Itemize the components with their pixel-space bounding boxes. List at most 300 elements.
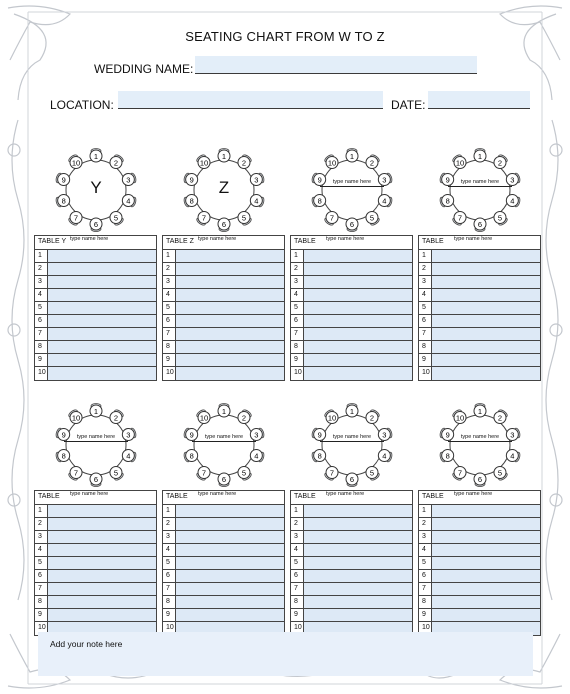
seat-number: 7 [201,468,207,478]
guest-name-field[interactable] [48,557,156,569]
table-row [163,609,284,622]
guest-name-field[interactable] [48,505,156,517]
seat-marker [474,473,486,487]
seat-number: 9 [317,175,322,185]
seat-number: 7 [329,468,335,478]
table-row [35,596,156,609]
guest-name-field[interactable] [48,250,156,262]
guest-name-field[interactable] [304,557,412,569]
seat-number: 8 [317,196,322,206]
row-number: 1 [35,250,48,262]
row-number: 8 [419,596,432,608]
guest-name-field[interactable] [176,354,284,366]
seat-number: 7 [457,468,463,478]
table-row [291,505,412,518]
guest-name-field[interactable] [176,341,284,353]
seat-marker [196,408,210,423]
wedding-name-field[interactable] [195,56,477,74]
row-number: 9 [163,609,176,621]
seat-marker [346,149,358,163]
guest-name-field[interactable] [304,505,412,517]
table-row [291,367,412,380]
row-number: 7 [163,328,176,340]
seat-marker [238,467,252,482]
guest-name-field[interactable] [48,276,156,288]
seat-marker [68,408,82,423]
table-row [163,583,284,596]
table-row [419,276,540,289]
seat-marker [346,218,358,232]
guest-name-field[interactable] [48,570,156,582]
seat-number: 6 [93,219,99,229]
guest-name-field[interactable] [176,557,284,569]
row-number: 6 [291,315,304,327]
wedding-name-label: WEDDING NAME: [94,62,194,76]
guest-name-field[interactable] [176,276,284,288]
row-number: 7 [35,328,48,340]
row-number: 4 [163,289,176,301]
seat-marker [122,450,137,463]
seat-number: 9 [189,175,194,185]
guest-name-field[interactable] [48,583,156,595]
seat-number: 9 [61,430,66,440]
seat-marker [110,467,124,482]
seat-marker [506,195,521,208]
table-row [35,341,156,354]
guest-name-field[interactable] [48,609,156,621]
row-number: 9 [419,609,432,621]
guest-name-field[interactable] [48,518,156,530]
guest-name-field[interactable] [304,518,412,530]
guest-name-field[interactable] [304,302,412,314]
row-number: 3 [291,531,304,543]
guest-name-field[interactable] [48,531,156,543]
guest-name-field[interactable] [176,531,284,543]
guest-name-field[interactable] [176,302,284,314]
seat-number: 2 [497,158,503,168]
seat-marker [218,149,230,163]
table-row [419,583,540,596]
table-row [419,341,540,354]
row-number: 8 [163,341,176,353]
seat-marker [346,473,358,487]
table-row [163,302,284,315]
seat-marker [324,212,338,227]
row-number: 4 [291,544,304,556]
guest-name-field[interactable] [432,315,540,327]
row-number: 8 [291,596,304,608]
row-number: 10 [163,367,176,380]
row-number: 3 [35,531,48,543]
seat-marker [324,408,338,423]
seat-number: 5 [497,468,503,478]
table-name-field[interactable]: type name here [70,236,109,242]
seat-number: 5 [113,213,119,223]
seat-number: 4 [126,196,131,206]
table-row [163,596,284,609]
guest-name-field[interactable] [48,263,156,275]
row-number: 10 [419,622,432,635]
table-row [163,263,284,276]
guest-table [418,235,541,381]
seat-marker [311,450,326,463]
table-name-field[interactable]: type name here [320,179,384,187]
row-number: 5 [35,302,48,314]
guest-name-field[interactable] [432,596,540,608]
table-row [419,289,540,302]
table-letter: Z [218,178,230,197]
row-number: 2 [163,518,176,530]
guest-name-field[interactable] [432,341,540,353]
guest-name-field[interactable] [304,609,412,621]
seat-number: 4 [510,196,515,206]
seat-marker [90,404,102,418]
row-number: 10 [291,367,304,380]
table-row [35,367,156,380]
row-number: 5 [35,557,48,569]
row-number: 7 [419,328,432,340]
guest-name-field[interactable] [304,531,412,543]
seat-marker [110,212,124,227]
row-number: 2 [163,263,176,275]
row-number: 5 [291,557,304,569]
table-row [35,354,156,367]
row-number: 8 [291,341,304,353]
table-row [35,315,156,328]
table-row [291,341,412,354]
seat-marker [324,467,338,482]
guest-table [34,235,157,381]
seat-marker [452,408,466,423]
table-row [291,557,412,570]
row-number: 10 [419,367,432,380]
row-number: 2 [419,263,432,275]
seat-marker [68,212,82,227]
table-row [163,354,284,367]
row-number: 5 [163,557,176,569]
table-header [419,236,540,250]
row-number: 2 [291,518,304,530]
guest-name-field[interactable] [432,276,540,288]
guest-name-field[interactable] [432,570,540,582]
seat-marker [55,450,70,463]
table-row [163,289,284,302]
table-row [163,367,284,380]
seat-marker [474,218,486,232]
guest-name-field[interactable] [48,302,156,314]
table-header [419,491,540,505]
row-number: 9 [291,609,304,621]
table-row [419,531,540,544]
seat-marker [452,153,466,168]
seat-marker [324,153,338,168]
guest-name-field[interactable] [432,263,540,275]
guest-name-field[interactable] [176,544,284,556]
table-row [419,263,540,276]
table-row [291,570,412,583]
seat-number: 5 [241,213,247,223]
seat-marker [366,212,380,227]
seat-number: 4 [382,451,387,461]
seat-number: 8 [61,451,66,461]
guest-name-field[interactable] [304,570,412,582]
table-round-outline [66,415,126,478]
guest-name-field[interactable] [176,596,284,608]
table-row [419,596,540,609]
seat-marker [452,212,466,227]
table-row [35,570,156,583]
guest-name-field[interactable] [304,263,412,275]
seat-number: 6 [477,219,483,229]
table-header [291,236,412,250]
table-row [419,609,540,622]
guest-name-field[interactable] [176,367,284,380]
guest-name-field[interactable] [432,609,540,621]
table-row [163,570,284,583]
seat-number: 10 [71,158,81,168]
page-title: SEATING CHART FROM W TO Z [185,29,385,44]
table-row [291,328,412,341]
seat-number: 3 [126,430,131,440]
seat-number: 5 [497,213,503,223]
seat-marker [68,153,82,168]
seat-marker [494,153,508,168]
table-row [35,276,156,289]
table-row [291,596,412,609]
guest-name-field[interactable] [432,302,540,314]
row-number: 1 [35,505,48,517]
table-row [35,531,156,544]
seat-number: 9 [317,430,322,440]
table-name-field[interactable]: type name here [320,434,384,442]
table-name-field[interactable]: type name here [198,236,237,242]
table-row [35,250,156,263]
guest-name-field[interactable] [432,531,540,543]
seat-marker [218,404,230,418]
guest-name-field[interactable] [432,557,540,569]
table-name-field[interactable]: type name here [326,491,365,497]
seat-number: 1 [349,151,355,161]
guest-name-field[interactable] [48,354,156,366]
table-row [291,354,412,367]
location-field[interactable] [118,91,383,109]
guest-name-field[interactable] [432,518,540,530]
seat-number: 9 [445,175,450,185]
table-row [419,557,540,570]
guest-name-field[interactable] [432,289,540,301]
seat-marker [474,404,486,418]
table-name-field[interactable]: type name here [448,434,512,442]
row-number: 6 [35,315,48,327]
guest-name-field[interactable] [432,367,540,380]
table-row [163,250,284,263]
row-number: 7 [163,583,176,595]
table-round-outline [450,160,510,223]
seat-marker [506,450,521,463]
table-row [163,544,284,557]
seat-number: 1 [477,151,483,161]
guest-name-field[interactable] [432,505,540,517]
row-number: 2 [419,518,432,530]
seat-number: 2 [113,158,119,168]
table-name-field[interactable]: type name here [192,434,256,442]
guest-name-field[interactable] [48,367,156,380]
seat-number: 10 [327,413,337,423]
row-number: 6 [163,315,176,327]
table-label: TABLE [422,238,444,245]
seat-number: 2 [497,413,503,423]
seat-number: 6 [349,474,355,484]
row-number: 1 [163,505,176,517]
table-label: TABLE Y [38,238,67,245]
seat-number: 8 [317,451,322,461]
guest-name-field[interactable] [176,315,284,327]
seat-number: 2 [241,158,247,168]
row-number: 6 [291,570,304,582]
table-name-field[interactable]: type name here [64,434,128,442]
seat-marker [110,408,124,423]
row-number: 2 [291,263,304,275]
seat-diagram [430,142,530,238]
row-number: 4 [419,289,432,301]
table-name-field[interactable]: type name here [198,491,237,497]
guest-name-field[interactable] [304,289,412,301]
seat-number: 10 [199,413,209,423]
row-number: 5 [291,302,304,314]
guest-name-field[interactable] [304,583,412,595]
row-number: 6 [163,570,176,582]
guest-name-field[interactable] [48,544,156,556]
seat-marker [366,408,380,423]
table-row [291,315,412,328]
seat-marker [378,450,393,463]
seat-diagram [430,397,530,493]
table-row [419,505,540,518]
table-row [419,518,540,531]
table-name-field[interactable]: type name here [448,179,512,187]
row-number: 2 [35,518,48,530]
guest-name-field[interactable] [304,250,412,262]
seat-marker [68,467,82,482]
guest-name-field[interactable] [48,596,156,608]
guest-name-field[interactable] [176,250,284,262]
guest-name-field[interactable] [432,354,540,366]
seat-marker [90,473,102,487]
guest-name-field[interactable] [48,341,156,353]
seat-diagram [174,397,274,493]
guest-name-field[interactable] [304,328,412,340]
row-number: 9 [163,354,176,366]
guest-name-field[interactable] [304,354,412,366]
guest-name-field[interactable] [176,263,284,275]
seat-diagram [46,142,146,238]
guest-name-field[interactable] [304,367,412,380]
guest-table [162,490,285,636]
row-number: 7 [35,583,48,595]
seat-marker [346,404,358,418]
guest-name-field[interactable] [176,518,284,530]
table-row [291,544,412,557]
table-header [35,491,156,505]
table-row [163,557,284,570]
guest-name-field[interactable] [304,544,412,556]
guest-name-field[interactable] [48,289,156,301]
table-row [419,302,540,315]
table-row [163,328,284,341]
guest-name-field[interactable] [176,570,284,582]
table-name-field[interactable]: type name here [454,491,493,497]
guest-name-field[interactable] [176,328,284,340]
seat-marker [90,218,102,232]
guest-name-field[interactable] [176,505,284,517]
seat-number: 2 [369,413,375,423]
seat-number: 5 [369,213,375,223]
seat-marker [218,473,230,487]
seat-number: 7 [73,213,79,223]
table-name-field[interactable]: type name here [70,491,109,497]
seat-diagram [302,142,402,238]
guest-name-field[interactable] [176,289,284,301]
row-number: 5 [419,302,432,314]
date-field[interactable] [428,91,530,109]
row-number: 10 [291,622,304,635]
note-area[interactable] [38,632,533,676]
guest-name-field[interactable] [432,544,540,556]
guest-name-field[interactable] [176,583,284,595]
table-row [35,557,156,570]
guest-name-field[interactable] [432,250,540,262]
seat-marker [311,195,326,208]
row-number: 3 [35,276,48,288]
seat-number: 8 [61,196,66,206]
seat-number: 10 [455,413,465,423]
seat-number: 4 [382,196,387,206]
row-number: 1 [291,505,304,517]
guest-name-field[interactable] [176,609,284,621]
seat-marker [366,467,380,482]
table-header [163,236,284,250]
seat-number: 3 [126,175,131,185]
guest-name-field[interactable] [304,341,412,353]
seat-marker [494,467,508,482]
guest-table [290,235,413,381]
row-number: 4 [419,544,432,556]
guest-table [290,490,413,636]
seat-diagram [46,397,146,493]
table-row [419,544,540,557]
table-row [35,289,156,302]
row-number: 3 [163,531,176,543]
table-name-field[interactable]: type name here [326,236,365,242]
guest-name-field[interactable] [48,315,156,327]
guest-name-field[interactable] [432,583,540,595]
seat-number: 7 [329,213,335,223]
row-number: 3 [291,276,304,288]
table-row [419,354,540,367]
table-row [35,518,156,531]
guest-name-field[interactable] [304,596,412,608]
table-row [291,583,412,596]
table-round-outline [322,415,382,478]
seat-marker [474,149,486,163]
table-row [163,518,284,531]
table-name-field[interactable]: type name here [454,236,493,242]
guest-name-field[interactable] [432,328,540,340]
guest-name-field[interactable] [48,328,156,340]
seat-number: 3 [510,175,515,185]
guest-name-field[interactable] [304,276,412,288]
guest-name-field[interactable] [304,315,412,327]
